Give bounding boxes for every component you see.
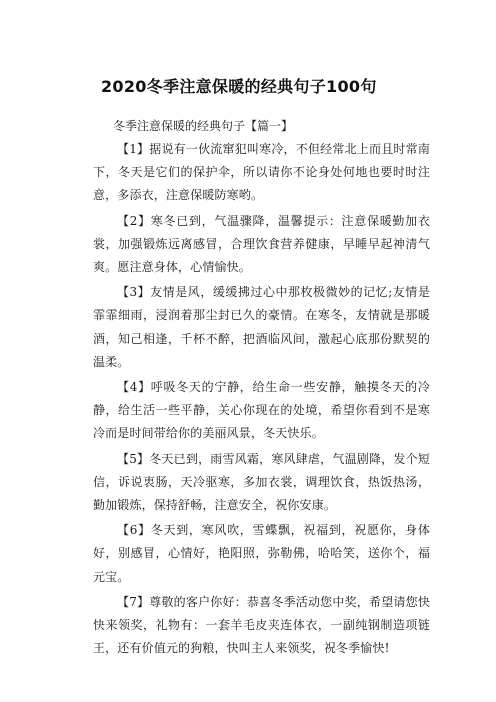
paragraph-5: 【5】冬天已到，雨雪风霜，寒风肆虐，气温剧降，发个短信，诉说衷肠，天冷驱寒，多加衣裳，调理饮食，热饭热汤，勤加锻炼，保持舒畅，注意安全，祝你安康。: [93, 451, 430, 513]
paragraph-1: 【1】据说有一伙流窜犯叫寒冷，不但经常北上而且时常南下，冬天是它们的保护伞，所以请你不论身处何地也要时时注意，多添衣，注意保暖防寒哟。: [93, 142, 430, 203]
paragraph-6: 【6】冬天到，寒风吹，雪蝶飘，祝福到，祝愿你，身体好，别感冒，心情好，艳阳照，弥勒佛，哈哈笑，送你个，福元宝。: [93, 523, 430, 584]
paragraph-4: 【4】呼吸冬天的宁静，给生命一些安静，触摸冬天的冷静，给生活一些平静，关心你现在的处境，希望你看到不是寒冷而是时间带给你的美丽风景，冬天快乐。: [93, 380, 430, 441]
section-heading: 冬季注意保暖的经典句子【篇一】: [113, 119, 294, 133]
paragraph-7: 【7】尊敬的客户你好：恭喜冬季活动您中奖，希望请您快快来领奖，礼物有：一套羊毛皮夹连体衣，一副纯钢制造项链王，还有价值元的狗粮，快叫主人来领奖，祝冬季愉快!: [93, 594, 430, 656]
document-title: 2020冬季注意保暖的经典句子100句: [101, 77, 377, 96]
paragraph-3: 【3】友情是风，缓缓拂过心中那枚极微妙的记忆;友情是霏霏细雨，浸润着那尘封已久的豪情。在寒冬，友情就是那暖酒，知己相逢，千杯不醉，把酒临风间，激起心底那份默契的温柔。: [93, 285, 430, 369]
paragraph-list: [93, 138, 430, 660]
paragraph-2: 【2】寒冬已到，气温骤降，温馨提示：注意保暖勤加衣裳，加强锻炼远离感冒，合理饮食营养健康，早睡早起神清气爽。愿注意身体，心情愉快。: [93, 213, 430, 275]
